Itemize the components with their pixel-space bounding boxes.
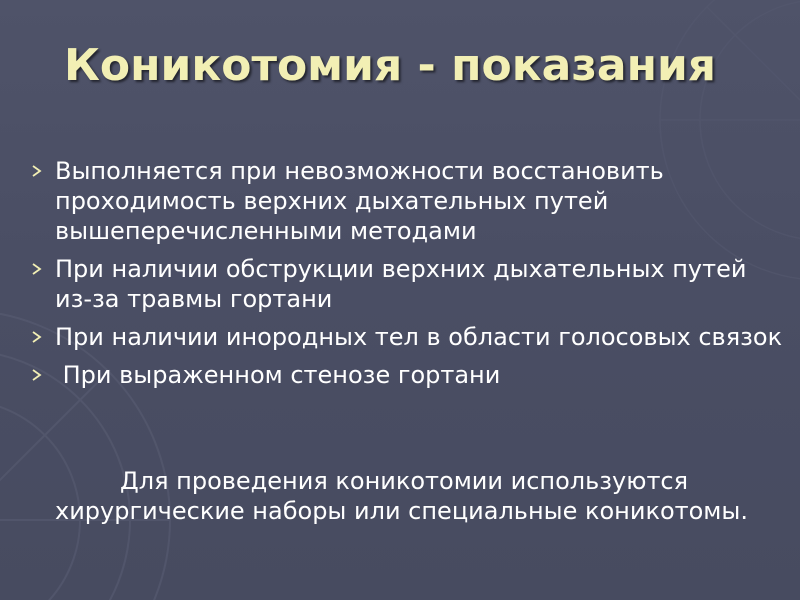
list-item [30, 322, 790, 352]
chevron-right-icon [30, 164, 44, 178]
chevron-right-icon [30, 330, 44, 344]
list-item [30, 360, 790, 390]
list-item [30, 254, 790, 314]
chevron-right-icon [30, 262, 44, 276]
slide-title: Коникотомия - показания [63, 40, 717, 91]
note-paragraph: Для проведения коникотомии используются хирургические наборы или специальные коникотомы. [55, 467, 748, 525]
bullet-list [30, 156, 790, 398]
bullet-text: При выраженном стенозе гортани [55, 361, 501, 389]
bullet-text: При наличии обструкции верхних дыхательных путей из-за травмы гортани [55, 255, 747, 313]
bullet-text: Выполняется при невозможности восстановить проходимость верхних дыхательных путей вышеперечисленными методами [55, 157, 664, 245]
list-item [30, 156, 790, 246]
chevron-right-icon [30, 368, 44, 382]
bullet-text: При наличии инородных тел в области голосовых связок [55, 323, 783, 351]
